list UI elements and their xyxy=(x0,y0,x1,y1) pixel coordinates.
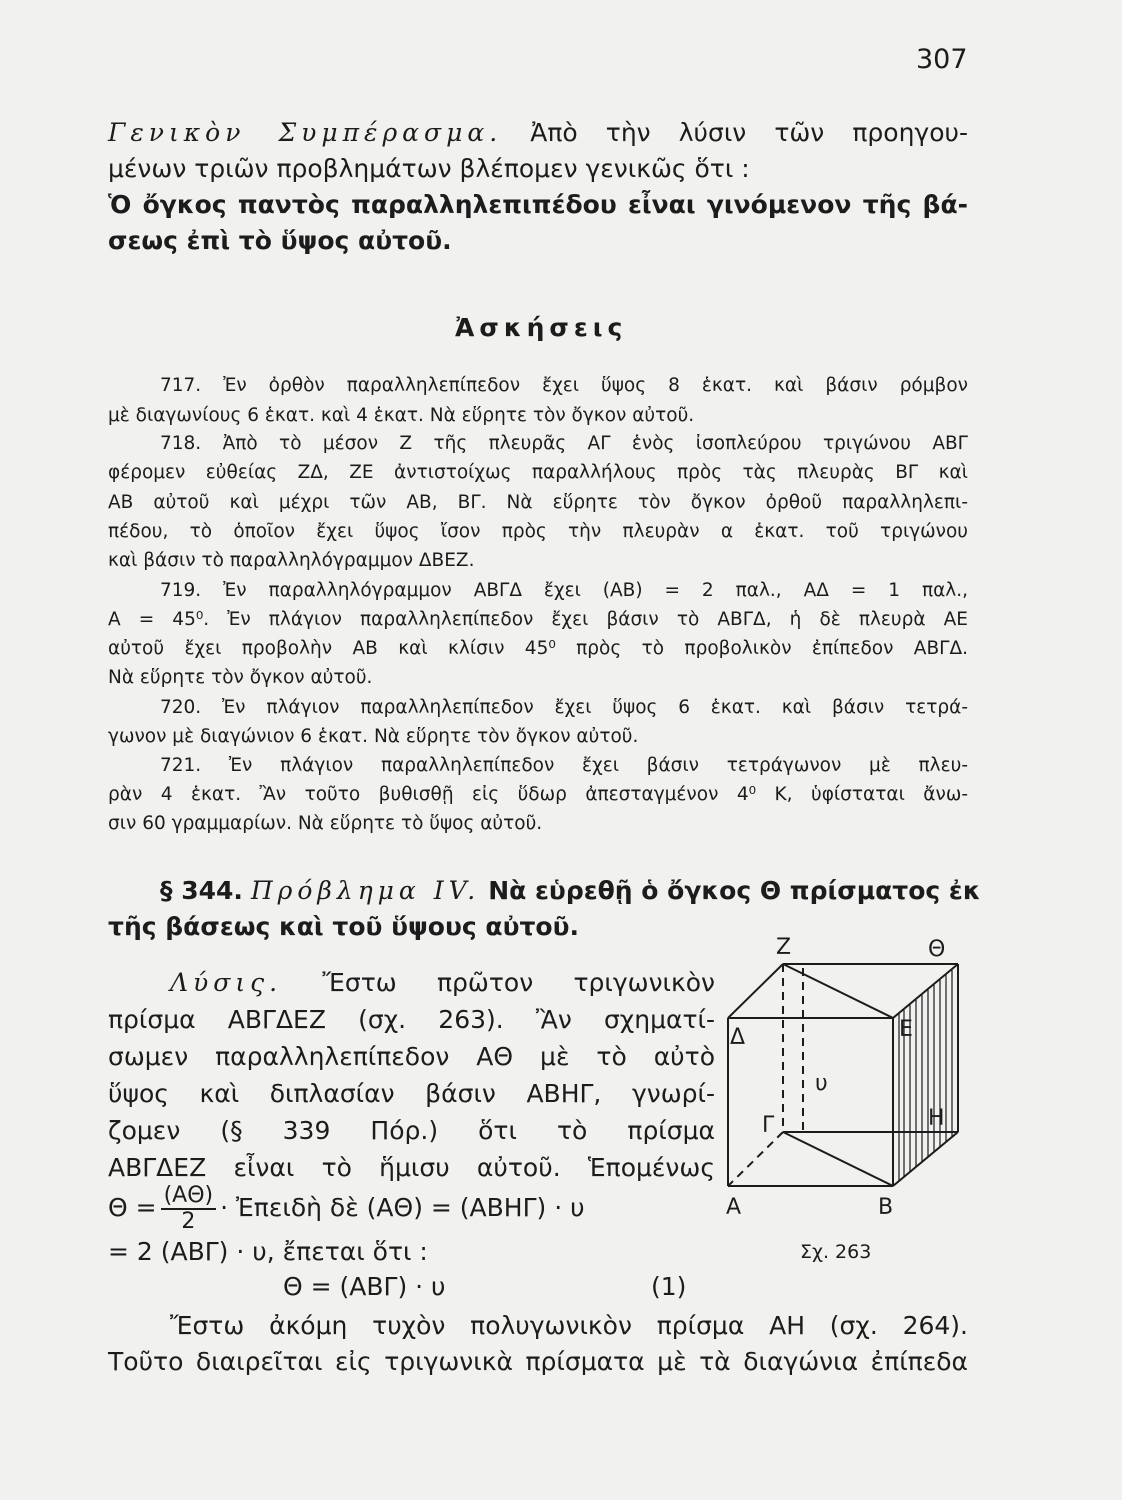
formula-number: (1) xyxy=(651,1272,687,1301)
conclusion-label: Γενικὸν Συμπέρασμα. xyxy=(108,118,503,147)
equation-rest: · Ἐπειδὴ δὲ (ΑΘ) = (ΑΒΗΓ) · υ xyxy=(220,1193,585,1223)
exercise-line: καὶ βάσιν τὸ παραλληλόγραμμον ΔΒΕΖ. xyxy=(108,550,475,571)
problem-title-2: τῆς βάσεως καὶ τοῦ ὕψους αὐτοῦ. xyxy=(108,912,579,941)
problem-title-1: Νὰ εὑρεθῇ ὁ ὄγκος Θ πρίσματος ἐκ xyxy=(488,876,981,905)
solution-line: ὕψος καὶ διπλασίαν βάσιν ΑΒΗΓ, γνωρί- xyxy=(108,1079,715,1108)
page-number: 307 xyxy=(916,44,968,75)
exercise-line: μὲ διαγωνίους 6 ἑκατ. καὶ 4 ἑκατ. Νὰ εὕρητε τὸν ὄγκον αὐτοῦ. xyxy=(108,405,695,426)
exercise-line: φέρομεν εὐθείας ΖΔ, ΖΕ ἀντιστοίχως παραλλήλους πρὸς τὰς πλευρὰς ΒΓ καὶ xyxy=(108,462,968,483)
exercise-line: ΑΒ αὐτοῦ καὶ μέχρι τῶν ΑΒ, ΒΓ. Νὰ εὕρητε τὸν ὄγκον ὀρθοῦ παραλληλεπι- xyxy=(108,492,968,513)
problem-label: Πρόβλημα IV. xyxy=(250,876,481,905)
label-gamma: Γ xyxy=(762,1113,775,1138)
solution-line: σωμεν παραλληλεπίπεδον ΑΘ μὲ τὸ αὐτὸ xyxy=(108,1042,715,1071)
solution-line: ΑΒΓΔΕΖ εἶναι τὸ ἥμισυ αὐτοῦ. Ἑπομένως xyxy=(108,1153,715,1182)
conclusion-line-2: μένων τριῶν προβλημάτων βλέπομεν γενικῶς ὅτι : xyxy=(108,154,750,183)
exercise-line: σιν 60 γραμμαρίων. Νὰ εὕρητε τὸ ὕψος αὐτοῦ. xyxy=(108,813,543,834)
edge-z-e-diagonal xyxy=(783,964,893,1018)
edge-gamma-a-hidden xyxy=(728,1132,783,1186)
solution-line-1 xyxy=(170,968,715,997)
closing-line-1: Ἔστω ἀκόμη τυχὸν πολυγωνικὸν πρίσμα ΑΗ (σχ. 264). xyxy=(170,1311,968,1340)
equation-lhs: Θ = xyxy=(108,1193,157,1223)
label-a: Α xyxy=(726,1195,742,1220)
label-h: Η xyxy=(928,1106,945,1131)
exercises-heading: Ἀσκήσεις xyxy=(455,313,628,342)
section-number: § 344. xyxy=(160,876,243,905)
solution-line-1-text: Ἔστω πρῶτον τριγωνικὸν xyxy=(322,968,715,997)
exercise-line: 718. Ἀπὸ τὸ μέσον Ζ τῆς πλευρᾶς ΑΓ ἑνὸς ἰσοπλεύρου τριγώνου ΑΒΓ xyxy=(160,433,968,454)
edge-z-delta xyxy=(728,964,783,1018)
fraction-denominator: 2 xyxy=(181,1209,196,1235)
exercise-line: 721. Ἐν πλάγιον παραλληλεπίπεδον ἔχει βάσιν τετράγωνον μὲ πλευ- xyxy=(160,755,968,776)
label-z: Ζ xyxy=(776,935,792,960)
theorem-line-2: σεως ἐπὶ τὸ ὕψος αὐτοῦ. xyxy=(108,226,452,255)
label-b: Β xyxy=(878,1195,894,1220)
label-upsilon: υ xyxy=(815,1071,828,1096)
fraction-numerator: (ΑΘ) xyxy=(161,1184,217,1210)
label-theta: Θ xyxy=(928,937,946,962)
solution-line: πρίσμα ΑΒΓΔΕΖ (σχ. 263). Ἂν σχηματί- xyxy=(108,1005,715,1034)
problem-heading-line-1 xyxy=(160,876,981,905)
closing-line-2: Τοῦτο διαιρεῖται εἰς τριγωνικὰ πρίσματα μὲ τὰ διαγώνια ἐπίπεδα xyxy=(108,1347,968,1376)
theorem-line-1: Ὁ ὄγκος παντὸς παραλληλεπιπέδου εἶναι γινόμενον τῆς βά- xyxy=(108,190,968,219)
exercise-line: 719. Ἐν παραλληλόγραμμον ΑΒΓΔ ἔχει (ΑΒ) = 2 παλ., ΑΔ = 1 παλ., xyxy=(160,580,968,601)
exercise-line: γωνον μὲ διαγώνιον 6 ἑκατ. Νὰ εὕρητε τὸν ὄγκον αὐτοῦ. xyxy=(108,726,639,747)
edge-b-h xyxy=(893,1132,958,1186)
conclusion-line-1-text: Ἀπὸ τὴν λύσιν τῶν προηγου- xyxy=(530,118,968,147)
label-e: Ε xyxy=(899,1017,913,1042)
exercise-line: 720. Ἐν πλάγιον παραλληλεπίπεδον ἔχει ὕψος 6 ἑκατ. καὶ βάσιν τετρά- xyxy=(160,697,968,718)
exercise-line: Νὰ εὕρητε τὸν ὄγκον αὐτοῦ. xyxy=(108,667,373,688)
solution-line: = 2 (ΑΒΓ) · υ, ἔπεται ὅτι : xyxy=(108,1237,428,1266)
figure-caption: Σχ. 263 xyxy=(800,1241,872,1263)
exercise-line: αὐτοῦ ἔχει προβολὴν ΑΒ καὶ κλίσιν 45⁰ πρὸς τὸ προβολικὸν ἐπίπεδον ΑΒΓΔ. xyxy=(108,638,968,659)
exercise-line: Α = 45⁰. Ἐν πλάγιον παραλληλεπίπεδον ἔχει βάσιν τὸ ΑΒΓΔ, ἡ δὲ πλευρὰ ΑΕ xyxy=(108,609,968,630)
formula: Θ = (ΑΒΓ) · υ xyxy=(283,1272,446,1301)
exercise-line: 717. Ἐν ὀρθὸν παραλληλεπίπεδον ἔχει ὕψος 8 ἑκατ. καὶ βάσιν ρόμβον xyxy=(160,375,968,396)
fraction xyxy=(161,1184,217,1234)
right-face-hatching xyxy=(899,970,952,1181)
figure-263-prism xyxy=(718,928,978,1273)
conclusion-line-1 xyxy=(108,118,968,147)
exercise-line: πέδου, τὸ ὁποῖον ἔχει ὕψος ἴσον πρὸς τὴν πλευρὰν α ἑκατ. τοῦ τριγώνου xyxy=(108,521,968,542)
solution-line: ζομεν (§ 339 Πόρ.) ὅτι τὸ πρίσμα xyxy=(108,1116,715,1145)
solution-label: Λύσις. xyxy=(170,968,283,997)
exercise-line: ρὰν 4 ἑκατ. Ἂν τοῦτο βυθισθῇ εἰς ὕδωρ ἀπεσταγμένον 4⁰ Κ, ὑφίσταται ἄνω- xyxy=(108,784,968,805)
edge-gamma-b xyxy=(783,1132,893,1186)
label-delta: Δ xyxy=(730,1025,746,1050)
equation-line xyxy=(108,1184,715,1234)
edge-e-theta xyxy=(893,964,958,1018)
